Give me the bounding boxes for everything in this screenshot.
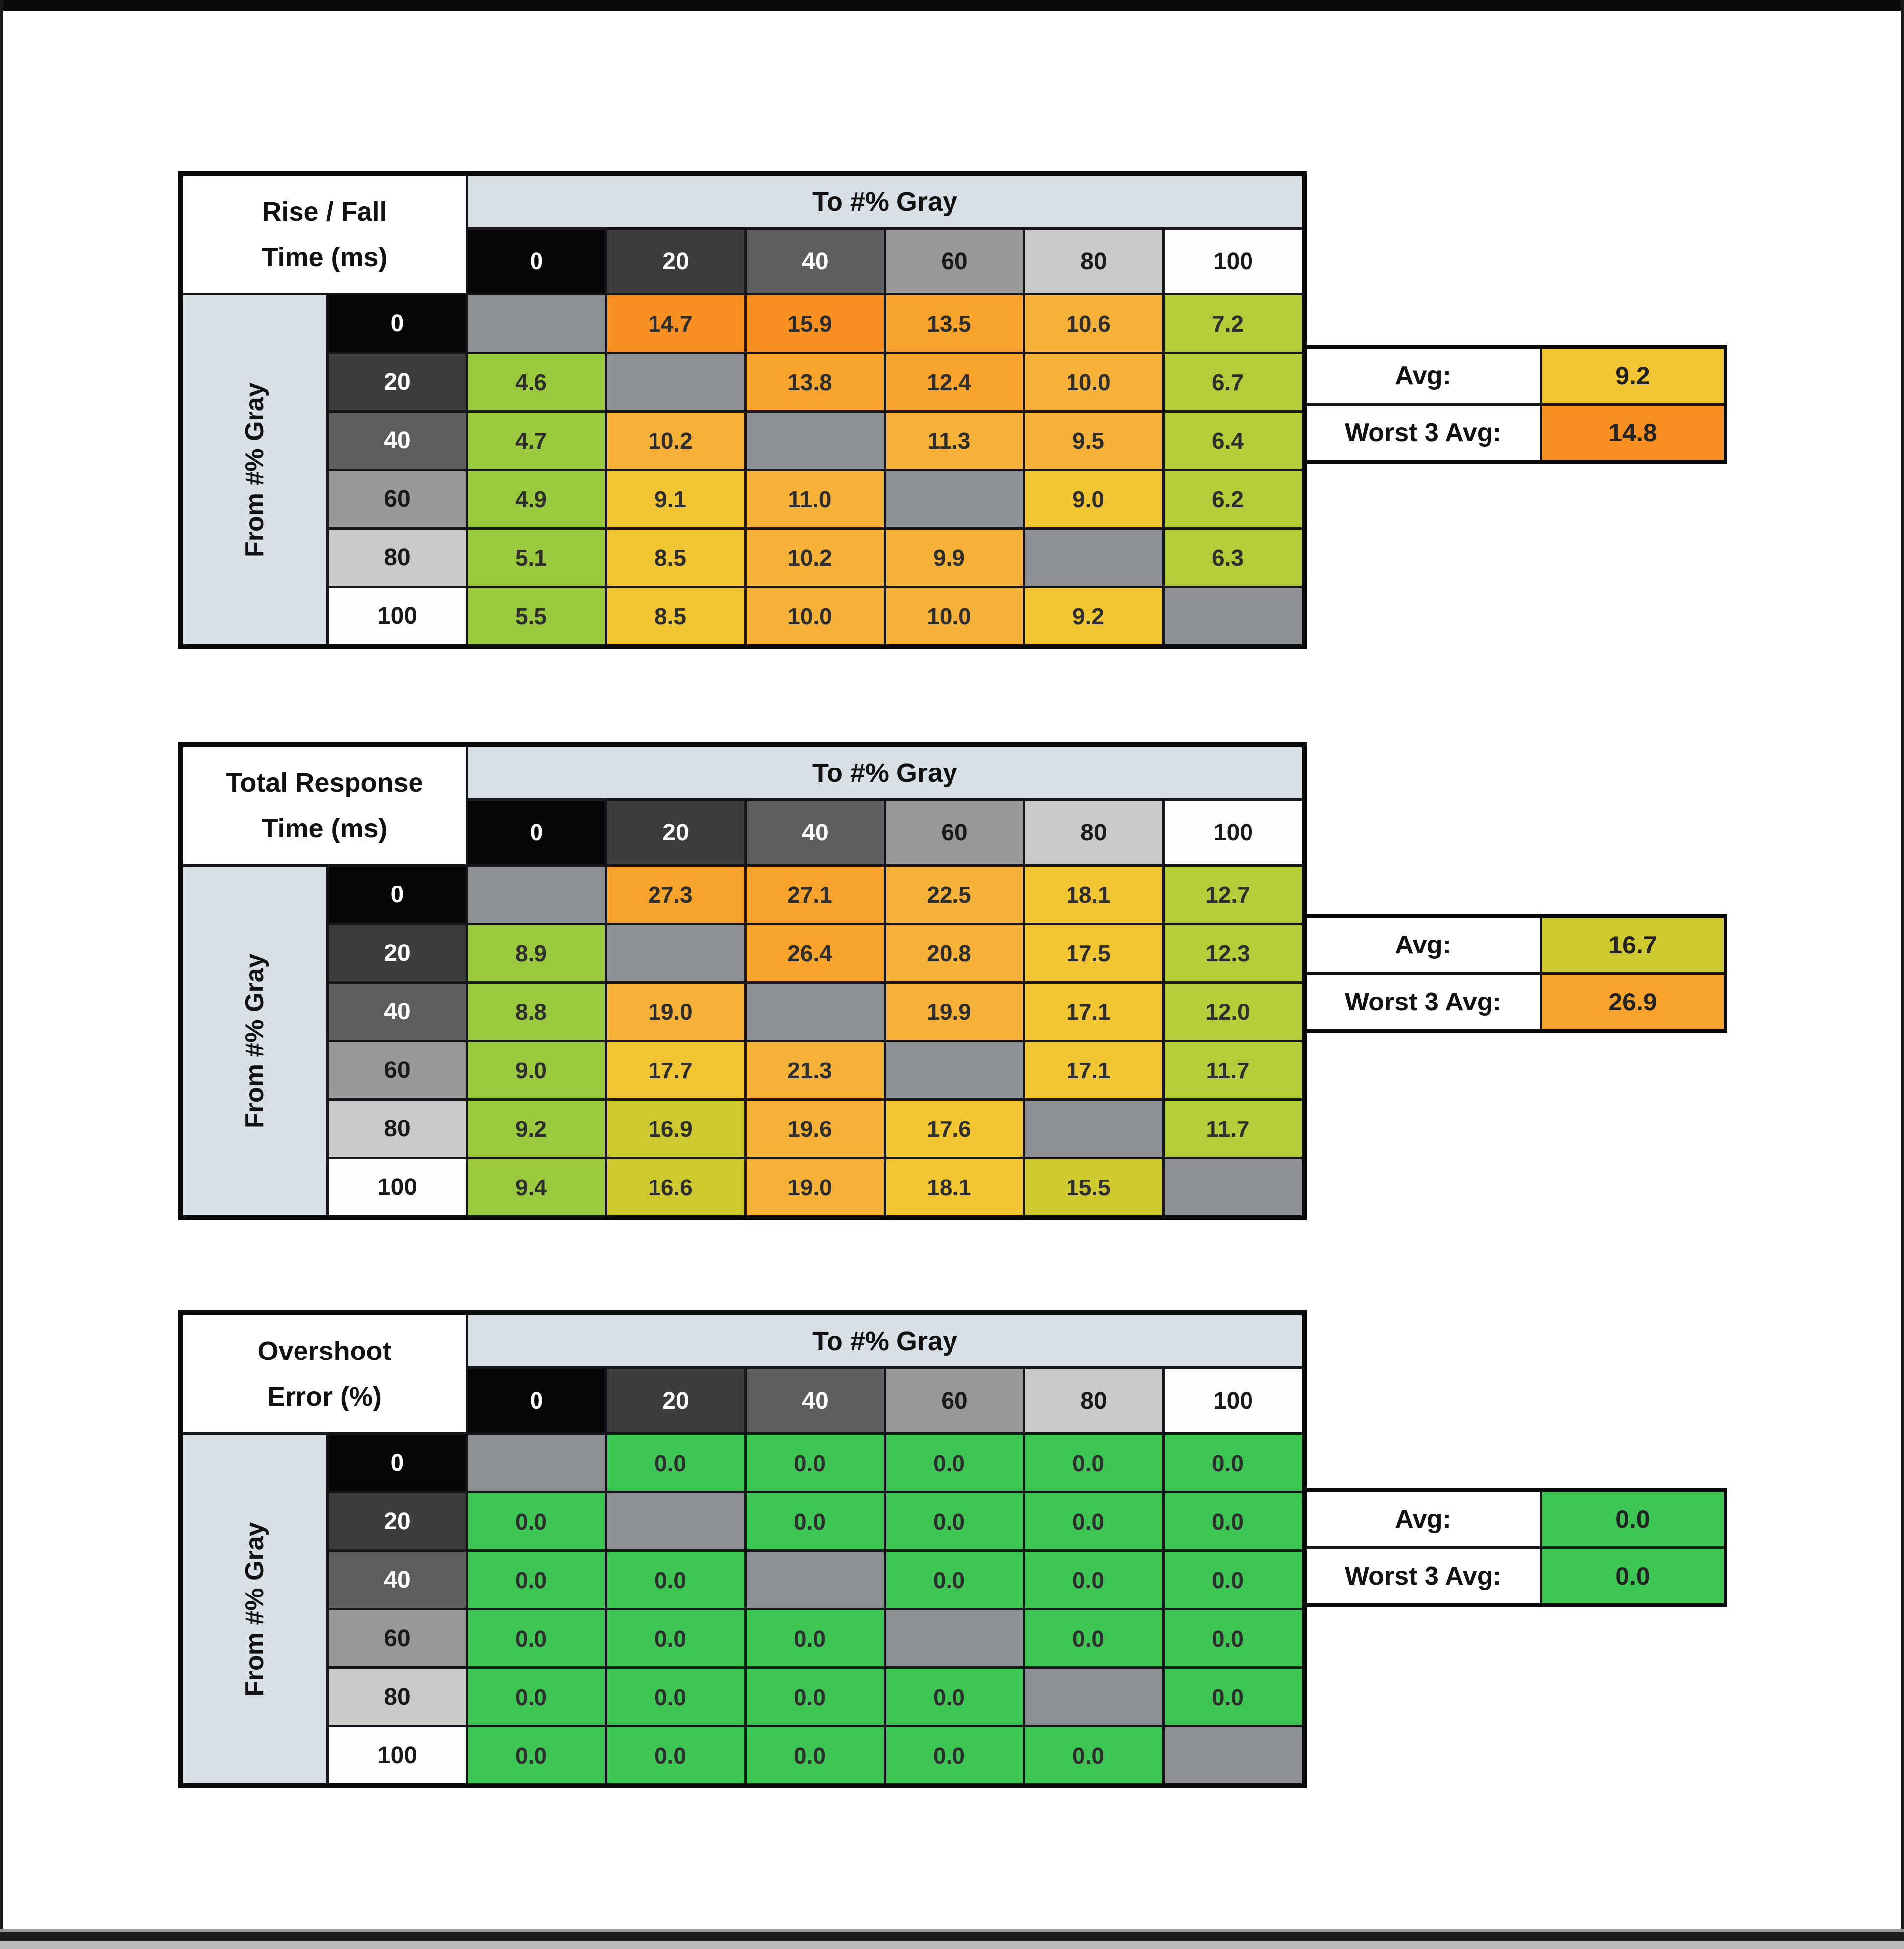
row-header-cell: 20 [329,1493,466,1549]
data-cell: 0.0 [886,1669,1023,1725]
data-cell: 13.5 [886,295,1023,352]
data-cell: 0.0 [607,1610,744,1666]
data-cell: 19.0 [607,984,744,1040]
data-cell: 13.8 [747,354,884,410]
col-header-cell: 60 [886,230,1023,293]
data-cell: 0.0 [886,1435,1023,1491]
row-header-cell: 80 [329,530,466,586]
diagonal-cell [1165,1727,1302,1783]
rise-fall-time-table [178,171,1307,649]
overshoot-averages-box [1303,1488,1727,1607]
col-header-cell: 40 [747,1369,884,1432]
col-header-cell: 40 [747,801,884,864]
data-cell: 10.2 [607,413,744,469]
data-cell: 14.7 [607,295,744,352]
data-cell: 8.5 [607,530,744,586]
avg-value: 0.0 [1542,1492,1724,1546]
data-cell: 9.0 [468,1042,605,1098]
col-header-cell: 0 [468,230,605,293]
worst-avg-label: Worst 3 Avg: [1307,975,1540,1029]
diagonal-cell [886,1610,1023,1666]
data-cell: 12.3 [1165,925,1302,981]
data-cell: 9.1 [607,471,744,527]
data-cell: 5.1 [468,530,605,586]
data-cell: 10.0 [1025,354,1162,410]
diagonal-cell [1025,530,1162,586]
data-cell: 0.0 [468,1669,605,1725]
row-header-cell: 60 [329,1042,466,1098]
window-bottom-bar [0,1932,1904,1941]
avg-label: Avg: [1307,349,1540,403]
data-cell: 0.0 [1165,1669,1302,1725]
data-cell: 6.4 [1165,413,1302,469]
data-cell: 0.0 [1165,1493,1302,1549]
data-cell: 11.7 [1165,1042,1302,1098]
diagonal-cell [468,295,605,352]
data-cell: 0.0 [468,1493,605,1549]
total-response-time-table [178,742,1307,1220]
data-cell: 19.6 [747,1101,884,1157]
col-header-cell: 20 [607,1369,744,1432]
data-cell: 0.0 [1025,1435,1162,1491]
row-header-cell: 80 [329,1669,466,1725]
data-cell: 4.6 [468,354,605,410]
data-cell: 9.2 [1025,588,1162,644]
to-gray-header: To #% Gray [468,747,1302,798]
data-cell: 9.2 [468,1101,605,1157]
row-header-cell: 100 [329,1159,466,1215]
col-header-cell: 60 [886,1369,1023,1432]
table-title [183,1315,466,1432]
row-header-cell: 0 [329,295,466,352]
data-cell: 27.3 [607,867,744,923]
data-cell: 12.4 [886,354,1023,410]
data-cell: 15.9 [747,295,884,352]
diagonal-cell [886,471,1023,527]
data-cell: 0.0 [1165,1552,1302,1608]
data-cell: 17.1 [1025,984,1162,1040]
window-right-border [1901,0,1904,1941]
to-gray-header: To #% Gray [468,176,1302,227]
data-cell: 9.4 [468,1159,605,1215]
data-cell: 18.1 [886,1159,1023,1215]
total-response-averages-box [1303,914,1727,1033]
from-gray-label: From #% Gray [183,867,326,1215]
col-header-cell: 100 [1165,1369,1302,1432]
table-title-line1: Total Response [226,768,423,798]
data-cell: 0.0 [607,1435,744,1491]
diagonal-cell [747,413,884,469]
data-cell: 12.0 [1165,984,1302,1040]
data-cell: 9.9 [886,530,1023,586]
diagonal-cell [607,925,744,981]
row-header-cell: 60 [329,471,466,527]
data-cell: 26.4 [747,925,884,981]
col-header-cell: 40 [747,230,884,293]
data-cell: 0.0 [607,1669,744,1725]
col-header-cell: 80 [1025,1369,1162,1432]
data-cell: 5.5 [468,588,605,644]
data-cell: 0.0 [468,1727,605,1783]
data-cell: 8.9 [468,925,605,981]
data-cell: 8.8 [468,984,605,1040]
data-cell: 0.0 [1025,1493,1162,1549]
diagonal-cell [1165,588,1302,644]
data-cell: 19.9 [886,984,1023,1040]
data-cell: 22.5 [886,867,1023,923]
data-cell: 0.0 [747,1727,884,1783]
worst-avg-value: 26.9 [1542,975,1724,1029]
table-title [183,747,466,864]
window-bottom-strip [0,1941,1904,1949]
data-cell: 0.0 [1025,1552,1162,1608]
window-top-border [0,0,1904,11]
data-cell: 6.3 [1165,530,1302,586]
data-cell: 9.0 [1025,471,1162,527]
rise-fall-averages-box [1303,345,1727,464]
worst-avg-value: 0.0 [1542,1549,1724,1603]
col-header-cell: 20 [607,230,744,293]
diagonal-cell [468,1435,605,1491]
avg-value: 9.2 [1542,349,1724,403]
row-header-cell: 40 [329,1552,466,1608]
data-cell: 17.6 [886,1101,1023,1157]
data-cell: 4.9 [468,471,605,527]
diagonal-cell [1165,1159,1302,1215]
data-cell: 0.0 [886,1552,1023,1608]
data-cell: 15.5 [1025,1159,1162,1215]
avg-value: 16.7 [1542,918,1724,972]
data-cell: 10.0 [747,588,884,644]
data-cell: 0.0 [607,1552,744,1608]
data-cell: 12.7 [1165,867,1302,923]
data-cell: 16.9 [607,1101,744,1157]
data-cell: 7.2 [1165,295,1302,352]
avg-label: Avg: [1307,1492,1540,1546]
to-gray-header: To #% Gray [468,1315,1302,1366]
table-title-line2: Time (ms) [261,242,388,272]
row-header-cell: 100 [329,1727,466,1783]
col-header-cell: 60 [886,801,1023,864]
data-cell: 20.8 [886,925,1023,981]
col-header-cell: 80 [1025,801,1162,864]
row-header-cell: 100 [329,588,466,644]
worst-avg-value: 14.8 [1542,406,1724,460]
data-cell: 10.2 [747,530,884,586]
data-cell: 6.7 [1165,354,1302,410]
data-cell: 0.0 [607,1727,744,1783]
data-cell: 11.7 [1165,1101,1302,1157]
data-cell: 11.0 [747,471,884,527]
from-gray-label: From #% Gray [183,1435,326,1783]
data-cell: 19.0 [747,1159,884,1215]
diagonal-cell [607,1493,744,1549]
data-cell: 0.0 [886,1727,1023,1783]
diagonal-cell [468,867,605,923]
row-header-cell: 40 [329,984,466,1040]
worst-avg-label: Worst 3 Avg: [1307,1549,1540,1603]
data-cell: 11.3 [886,413,1023,469]
row-header-cell: 60 [329,1610,466,1666]
col-header-cell: 80 [1025,230,1162,293]
table-title-line1: Overshoot [257,1336,392,1366]
col-header-cell: 100 [1165,230,1302,293]
diagonal-cell [886,1042,1023,1098]
row-header-cell: 40 [329,413,466,469]
data-cell: 21.3 [747,1042,884,1098]
data-cell: 10.6 [1025,295,1162,352]
col-header-cell: 100 [1165,801,1302,864]
data-cell: 8.5 [607,588,744,644]
data-cell: 0.0 [886,1493,1023,1549]
table-title-line2: Error (%) [267,1381,382,1412]
data-cell: 0.0 [747,1435,884,1491]
data-cell: 0.0 [747,1669,884,1725]
data-cell: 0.0 [1025,1727,1162,1783]
data-cell: 9.5 [1025,413,1162,469]
data-cell: 18.1 [1025,867,1162,923]
data-cell: 27.1 [747,867,884,923]
from-gray-label: From #% Gray [183,295,326,644]
row-header-cell: 0 [329,867,466,923]
row-header-cell: 80 [329,1101,466,1157]
data-cell: 17.5 [1025,925,1162,981]
data-cell: 17.1 [1025,1042,1162,1098]
row-header-cell: 0 [329,1435,466,1491]
data-cell: 16.6 [607,1159,744,1215]
table-title [183,176,466,293]
table-title-line1: Rise / Fall [262,197,387,227]
table-title-line2: Time (ms) [261,813,388,843]
data-cell: 0.0 [1165,1435,1302,1491]
col-header-cell: 20 [607,801,744,864]
diagonal-cell [607,354,744,410]
data-cell: 0.0 [747,1493,884,1549]
avg-label: Avg: [1307,918,1540,972]
data-cell: 6.2 [1165,471,1302,527]
row-header-cell: 20 [329,354,466,410]
overshoot-error-table [178,1310,1307,1788]
data-cell: 0.0 [1025,1610,1162,1666]
col-header-cell: 0 [468,801,605,864]
data-cell: 0.0 [468,1610,605,1666]
data-cell: 0.0 [468,1552,605,1608]
worst-avg-label: Worst 3 Avg: [1307,406,1540,460]
data-cell: 0.0 [1165,1610,1302,1666]
col-header-cell: 0 [468,1369,605,1432]
diagonal-cell [1025,1669,1162,1725]
diagonal-cell [1025,1101,1162,1157]
data-cell: 0.0 [747,1610,884,1666]
data-cell: 17.7 [607,1042,744,1098]
row-header-cell: 20 [329,925,466,981]
diagonal-cell [747,1552,884,1608]
window-left-border [0,0,3,1941]
data-cell: 4.7 [468,413,605,469]
diagonal-cell [747,984,884,1040]
data-cell: 10.0 [886,588,1023,644]
